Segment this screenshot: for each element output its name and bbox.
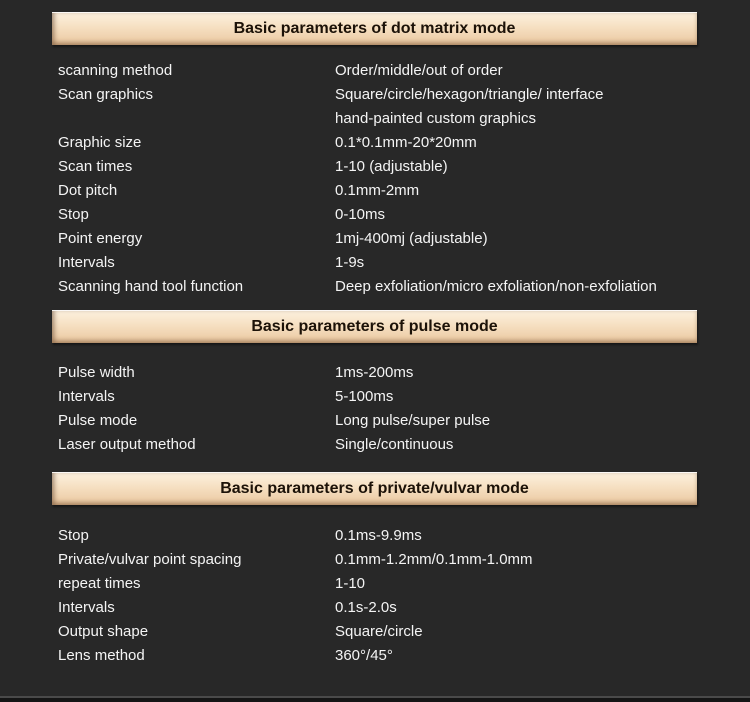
row-label: Dot pitch [58,181,118,199]
row-value: 1mj-400mj (adjustable) [335,229,488,247]
table-row [0,619,750,643]
table-row [0,643,750,667]
row-value: 1ms-200ms [335,363,414,381]
table-row [0,360,750,384]
row-value: Deep exfoliation/micro exfoliation/non-exfoliation [335,277,657,295]
row-value: 1-9s [335,253,365,271]
row-label: Scan times [58,157,133,175]
table-row [0,547,750,571]
spec-rows [0,360,750,456]
spec-rows [0,58,750,298]
row-value: Square/circle/hexagon/triangle/ interface [335,85,604,103]
row-label: Intervals [58,598,115,616]
row-value: 0.1mm-2mm [335,181,420,199]
row-label: Stop [58,526,89,544]
row-value: 0.1ms-9.9ms [335,526,422,544]
spec-section [0,472,750,667]
spec-section [0,12,750,298]
table-row [0,408,750,432]
row-value: hand-painted custom graphics [335,109,536,127]
table-row [0,274,750,298]
row-value: Long pulse/super pulse [335,411,491,429]
section-header-bar [52,310,697,343]
table-row [0,226,750,250]
row-value: 360°/45° [335,646,393,664]
table-row [0,130,750,154]
row-label: Graphic size [58,133,142,151]
row-value: 5-100ms [335,387,394,405]
spec-rows [0,523,750,667]
table-row [0,523,750,547]
table-row [0,595,750,619]
row-value: 0-10ms [335,205,386,223]
row-value: 1-10 (adjustable) [335,157,448,175]
row-label: Private/vulvar point spacing [58,550,242,568]
section-title: Basic parameters of pulse mode [251,317,498,335]
row-label: Pulse width [58,363,135,381]
row-value: Order/middle/out of order [335,61,503,79]
bottom-divider-line [0,696,750,702]
table-row [0,106,750,130]
row-value: Single/continuous [335,435,454,453]
row-label: Pulse mode [58,411,138,429]
row-label: Output shape [58,622,149,640]
section-header-bar [52,472,697,505]
table-row [0,202,750,226]
table-row [0,154,750,178]
row-value: 0.1mm-1.2mm/0.1mm-1.0mm [335,550,533,568]
row-label: Stop [58,205,89,223]
row-label: Intervals [58,253,115,271]
row-value: 0.1s-2.0s [335,598,397,616]
row-label: Scan graphics [58,85,154,103]
table-row [0,384,750,408]
table-row [0,178,750,202]
section-header-bar [52,12,697,45]
spec-page [0,12,750,667]
row-label: Lens method [58,646,145,664]
section-title: Basic parameters of private/vulvar mode [220,479,529,497]
table-row [0,571,750,595]
row-label: Scanning hand tool function [58,277,244,295]
table-row [0,432,750,456]
row-label: Intervals [58,387,115,405]
row-label: repeat times [58,574,141,592]
section-title: Basic parameters of dot matrix mode [233,19,516,37]
table-row [0,58,750,82]
row-value: 0.1*0.1mm-20*20mm [335,133,477,151]
row-label: Point energy [58,229,143,247]
row-value: Square/circle [335,622,423,640]
row-label: Laser output method [58,435,196,453]
table-row [0,250,750,274]
row-value: 1-10 [335,574,366,592]
spec-section [0,310,750,456]
table-row [0,82,750,106]
row-label: scanning method [58,61,173,79]
